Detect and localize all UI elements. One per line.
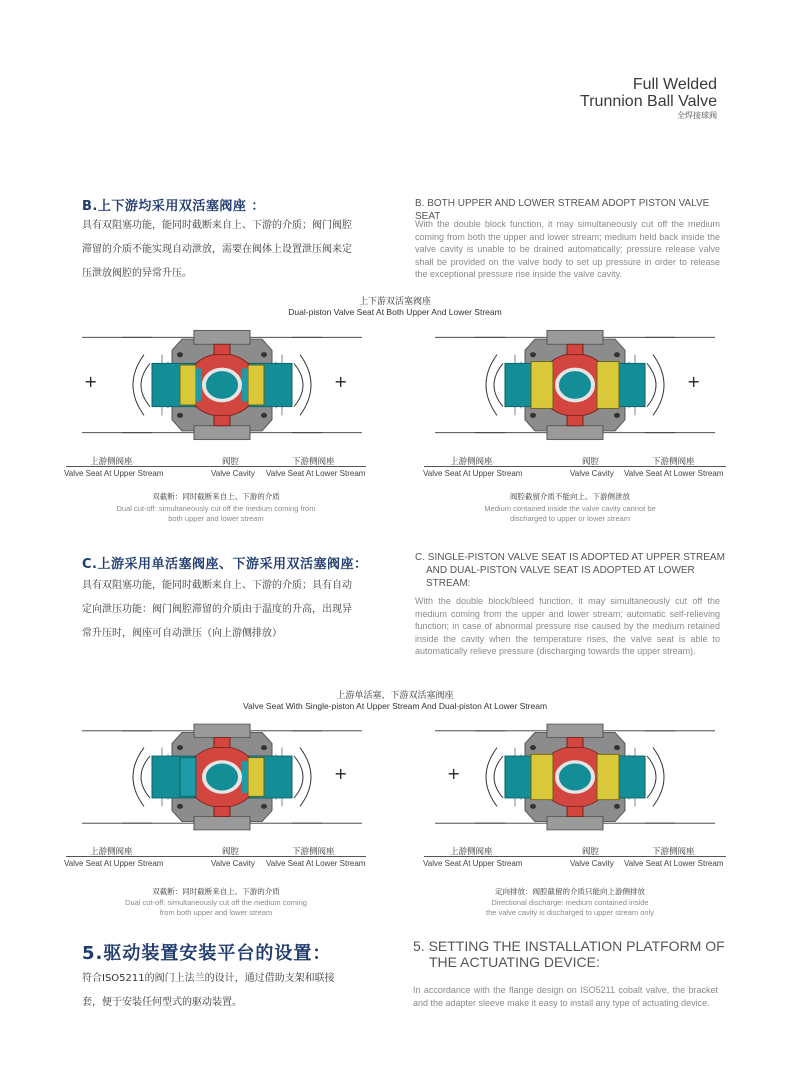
label-upstream-seat-cn: 上游侧阀座 bbox=[90, 847, 133, 857]
caption-cn: 双截断：同时截断来自上、下游的介质 bbox=[152, 492, 280, 501]
figure1-title-en: Dual-piston Valve Seat At Both Upper And Lower Stream bbox=[288, 307, 502, 317]
caption-en-line2: both upper and lower stream bbox=[168, 514, 264, 523]
section-5-en-heading-line1: 5. SETTING THE INSTALLATION PLATFORM OF bbox=[413, 938, 725, 954]
product-subtitle: 全焊接球阀 bbox=[677, 111, 717, 120]
label-cavity-en: Valve Cavity bbox=[211, 859, 255, 868]
label-divider bbox=[424, 856, 726, 857]
section-c-en-heading-line1: C. SINGLE-PISTON VALVE SEAT IS ADOPTED AT UPPER STREAM bbox=[415, 552, 725, 563]
section-c-en-heading-line2: AND DUAL-PISTON VALVE SEAT IS ADOPTED AT LOWER bbox=[426, 565, 695, 576]
section-5-en-heading-line2: THE ACTUATING DEVICE: bbox=[429, 954, 600, 970]
plus-sign-upstream: + bbox=[447, 764, 461, 783]
caption-cn: 双截断：同时截断来自上、下游的介质 bbox=[152, 887, 280, 896]
figure2-title-en: Valve Seat With Single-piston At Upper Stream And Dual-piston At Lower Stream bbox=[242, 701, 548, 711]
caption-cn: 定向排放：阀腔截留的介质只能向上游侧排放 bbox=[495, 887, 645, 896]
label-upstream-seat-cn: 上游侧阀座 bbox=[90, 457, 133, 467]
label-downstream-seat-cn: 下游侧阀座 bbox=[652, 847, 695, 857]
section-c-cn-body: 具有双阻塞功能，能同时截断来自上、下游的介质；具有自动定向泄压功能：阀门阀腔滞留的介质由于温度的升高，出现异常升压时，阀座可自动泄压（向上游侧排放） bbox=[82, 580, 352, 639]
label-downstream-seat-en: Valve Seat At Lower Stream bbox=[624, 859, 724, 868]
label-upstream-seat-en: Valve Seat At Upper Stream bbox=[423, 469, 523, 478]
section-c-cn-heading: C.上游采用单活塞阀座、下游采用双活塞阀座： bbox=[82, 557, 368, 572]
label-downstream-seat-cn: 下游侧阀座 bbox=[292, 457, 335, 467]
product-title-line2: Trunnion Ball Valve bbox=[580, 93, 717, 110]
caption-en bbox=[420, 504, 720, 524]
label-downstream-seat-cn: 下游侧阀座 bbox=[652, 457, 695, 467]
plus-sign-downstream: + bbox=[687, 372, 701, 391]
valve-diagram-single-dual-left bbox=[72, 714, 372, 840]
label-cavity-cn: 阀腔 bbox=[222, 457, 240, 467]
figure1-left-diagram bbox=[72, 320, 372, 450]
figure2-title-cn: 上游单活塞、下游双活塞阀座 bbox=[336, 691, 454, 701]
plus-sign-upstream: + bbox=[84, 372, 98, 391]
label-upstream-seat-en: Valve Seat At Upper Stream bbox=[64, 469, 164, 478]
caption-en bbox=[66, 898, 366, 918]
section-b-en-body: With the double block function, it may simultaneously cut off the medium coming from both the upper and lower stream; medium held back inside the valve cavity is unable to be drained automatically; pressure release valve shall be provided on the valve body to set up pressure in order to release the exceptional pressure rise inside the valve cavity. bbox=[415, 219, 720, 279]
section-5-en-body: In accordance with the flange design on ISO5211 cobalt valve, the bracket and the adapter sleeve make it easy to install any type of actuating device. bbox=[413, 985, 718, 1008]
valve-diagram-single-dual-right bbox=[425, 714, 725, 840]
section-b-cn-body: 具有双阻塞功能，能同时截断来自上、下游的介质；阀门阀腔滞留的介质不能实现自动泄放，需要在阀体上设置泄压阀来定压泄放阀腔的异常升压。 bbox=[82, 220, 352, 279]
caption-en-line1: Dual cut-off: simultaneously cut off the medium coming from bbox=[116, 504, 316, 513]
label-downstream-seat-en: Valve Seat At Lower Stream bbox=[266, 469, 366, 478]
label-cavity-en: Valve Cavity bbox=[570, 469, 614, 478]
label-upstream-seat-en: Valve Seat At Upper Stream bbox=[423, 859, 523, 868]
caption-cn: 阀腔截留介质不能向上、下游侧泄放 bbox=[510, 492, 630, 501]
label-cavity-en: Valve Cavity bbox=[211, 469, 255, 478]
plus-sign-downstream: + bbox=[334, 372, 348, 391]
caption-en-line2: discharged to upper or lower stream bbox=[509, 514, 631, 523]
figure1-title-cn: 上下游双活塞阀座 bbox=[358, 297, 431, 307]
figure2-right-diagram bbox=[425, 714, 725, 840]
label-downstream-seat-cn: 下游侧阀座 bbox=[292, 847, 335, 857]
label-cavity-cn: 阀腔 bbox=[222, 847, 240, 857]
figure1-right-diagram bbox=[425, 320, 725, 450]
caption-en bbox=[420, 898, 720, 918]
label-downstream-seat-en: Valve Seat At Lower Stream bbox=[624, 469, 724, 478]
caption-en bbox=[66, 504, 366, 524]
section-c-en-heading-line3: STREAM: bbox=[426, 578, 471, 589]
section-5-en-heading bbox=[413, 938, 725, 970]
caption-en-line1: Dual cut-off: simultaneously cut off the medium coming bbox=[125, 898, 307, 907]
product-title-line1: Full Welded bbox=[632, 76, 717, 93]
label-cavity-en: Valve Cavity bbox=[570, 859, 614, 868]
label-divider bbox=[66, 466, 366, 467]
section-c-en-heading bbox=[415, 551, 725, 590]
caption-en-line1: Directional discharge: medium contained inside bbox=[491, 898, 649, 907]
section-5-cn-heading: 5.驱动装置安装平台的设置： bbox=[82, 943, 332, 964]
figure2-left-diagram bbox=[72, 714, 372, 840]
label-upstream-seat-en: Valve Seat At Upper Stream bbox=[64, 859, 164, 868]
valve-diagram-dual-piston-right bbox=[425, 320, 725, 450]
label-divider bbox=[424, 466, 726, 467]
product-title bbox=[580, 76, 717, 110]
section-c-en-body: With the double block/bleed function, it may simultaneously cut off the medium coming from the upper and lower stream; automatic self-relieving function; in case of abnormal pressure rise caused by the medium retained inside the cavity when the temperature rises, the valve seat is able to automatically relieve pressure (discharging towards the upper stream). bbox=[415, 596, 720, 656]
section-b-cn-heading: B.上下游均采用双活塞阀座 ： bbox=[82, 199, 265, 214]
caption-en-line2: the valve cavity is discharged to upper stream only bbox=[486, 908, 654, 917]
plus-sign-downstream: + bbox=[334, 764, 348, 783]
label-downstream-seat-en: Valve Seat At Lower Stream bbox=[266, 859, 366, 868]
section-5-cn-body: 符合ISO5211的阀门上法兰的设计，通过借助支架和联接套，便于安装任何型式的驱动装置。 bbox=[82, 973, 335, 1008]
valve-diagram-dual-piston-left bbox=[72, 320, 372, 450]
caption-en-line2: from both upper and lower stream bbox=[159, 908, 273, 917]
section-b-en-heading: B. BOTH UPPER AND LOWER STREAM ADOPT PISTON VALVE SEAT bbox=[415, 198, 710, 222]
label-cavity-cn: 阀腔 bbox=[582, 457, 600, 467]
label-upstream-seat-cn: 上游侧阀座 bbox=[450, 847, 493, 857]
caption-en-line1: Medium contained inside the valve cavity cannot be bbox=[484, 504, 656, 513]
label-divider bbox=[66, 856, 366, 857]
label-cavity-cn: 阀腔 bbox=[582, 847, 600, 857]
label-upstream-seat-cn: 上游侧阀座 bbox=[450, 457, 493, 467]
